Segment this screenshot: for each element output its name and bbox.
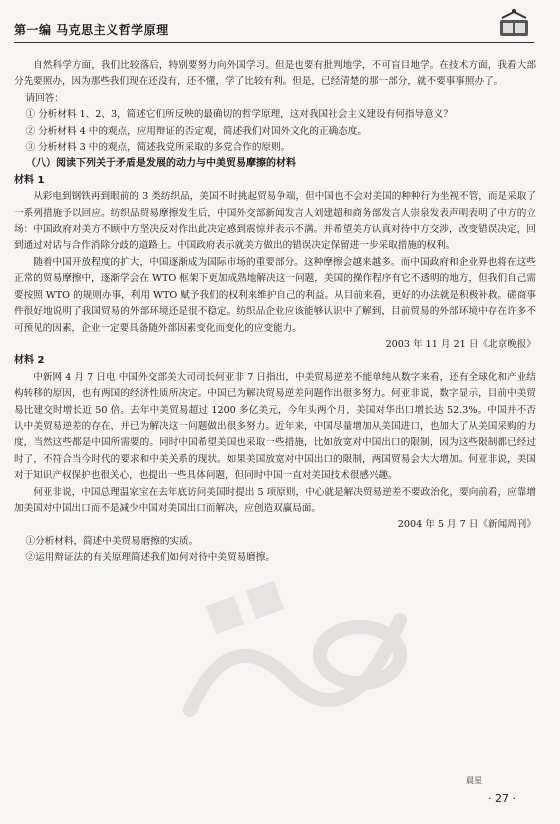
question-5: ②运用辩证法的有关原理简述我们如何对待中美贸易磨擦。 <box>25 552 275 564</box>
material-2-paragraph-2: 何亚非说，中国总理温家宝在去年底访问美国时提出 5 项原则，中心就是解决贸易逆差不要政治化，要向前看，应靠增加美国对中国出口而不是减少中国对美国出口而解决，应创造双赢局面。 <box>14 486 536 514</box>
material-1-source: 2003 年 11 月 21 日《北京晚报》 <box>385 338 536 350</box>
page-header-title: 第一编 马克思主义哲学原理 <box>14 23 169 37</box>
watermark-logo <box>150 560 450 750</box>
intro-paragraph: 自然科学方面，我们比较落后，特别要努力向外国学习。但是也要有批判地学，不可盲目地学。在技术方面，我看大部分先要照办，因为那些我们现在还没有，还不懂，学了比较有利。但是，已经清楚的那一部分，就不要事事照办了。 <box>14 60 536 88</box>
material-2-source: 2004 年 5 月 7 日《新闻周刊》 <box>397 519 536 531</box>
material-1-paragraph-1: 从彩电到钢铁再到眼前的 3 类纺织品，美国不时挑起贸易争端，但中国也不会对美国的种种行为坐视不管，而是采取了一系列措施予以回应。纺织品贸易摩擦发生后，中国外交部新闻发言人刘建超和商务部发言人崇泉发表声明表明了中方的立场：中国政府对美方不顾中方坚决反对作出此决定感到震惊并表示不满。并希望美方认真对待中方交涉，改变错误决定，回到通过对话与合作消除分歧的道路上。中国政府表示就美方做出的错误决定保留进一步采取措施的权利。 <box>14 191 536 252</box>
material-1-label: 材料 1 <box>14 174 45 186</box>
footer-stamp: 晨星 <box>466 776 482 785</box>
material-1-paragraph-2: 随着中国开放程度的扩大，中国逐渐成为国际市场的重要部分。这种摩擦会越来越多。而中国政府和企业界也将在这些正常的贸易摩擦中，逐渐学会在 WTO 框架下更加成熟地解决这一问题，美国的操作程序有它不透明的地方，但我们自己需要按照 WTO 的规则办事，利用 WTO 赋予我们的权利来维护自己的利益。从目前来看，更好的办法就是积极补救。磋商事件很好地说明了我国贸易的外部环境还是很不稳定。纺织品企业应该能够认识中了解到，目前贸易的外部环境中存在许多不可预见的因素，企业一定要具备随外部因素变化而变化的应变能力。 <box>14 256 536 334</box>
question-4: ①分析材料，简述中美贸易磨擦的实质。 <box>25 535 199 547</box>
question-2: ② 分析材料 4 中的观点，应用辩证的否定观，简述我们对国外文化的正确态度。 <box>25 125 367 137</box>
page-header <box>14 8 534 43</box>
material-2-label: 材料 2 <box>14 355 45 367</box>
question-3: ③ 分析材料 3 中的观点，简述我党所采取的多党合作的原则。 <box>25 142 291 154</box>
ask-prompt: 请回答： <box>25 92 64 104</box>
book-logo-icon <box>496 8 532 40</box>
page-content <box>14 58 536 567</box>
material-2-paragraph-1: 中新网 4 月 7 日电 中国外交部美大司司长何亚非 7 日指出，中美贸易逆差不能单纯从数字来看，还有全球化和产业结构转移的原因，也有两国的经济性质所决定。中国已为解决贸易逆差问题作出很多努力。何亚非说，数字显示，目前中美贸易比建交时增长近 50 倍。去年中美贸易超过 1200 多亿美元，今年头两个月，美国对华出口增长达 52.3%。中国并不否认中美贸易逆差的存在，并已为解决这一问题做出很多努力。近年来，中国尽量增加从美国进口，也加大了从美国采购的力度，当然这些都是中国所需要的。同时中国希望美国也采取一些措施，比如放宽对中国出口的限制，因为这些限制都已经过时了，不符合当今时代的要求和中美关系的现状。如果美国放宽对中国出口的限制，两国贸易会大大增加。何亚非说，美国对于知识产权保护也很关心，也提出一些具体问题，但同时中国一直对美国技术很感兴趣。 <box>14 371 536 482</box>
section-8-title: （八）阅读下列关于矛盾是发展的动力与中美贸易摩擦的材料 <box>26 158 296 170</box>
page-number: · 27 · <box>488 792 516 805</box>
question-1: ① 分析材料 1、2、3，简述它们所反映的最确切的哲学原理，这对我国社会主义建设有何指导意义？ <box>25 109 453 121</box>
